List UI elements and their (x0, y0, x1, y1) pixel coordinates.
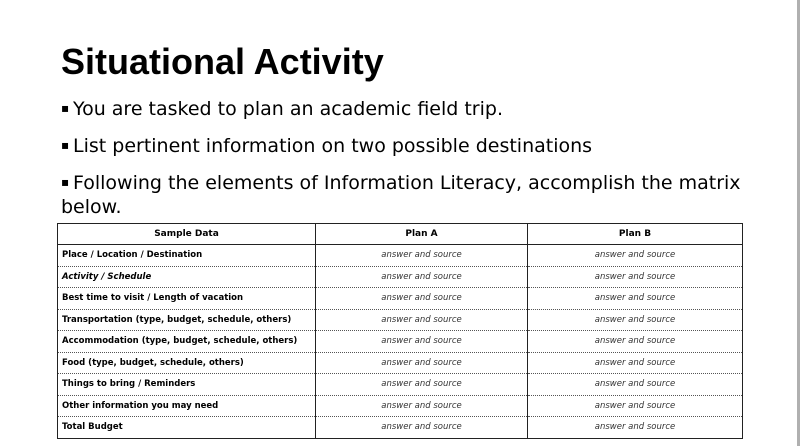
square-bullet-icon: ▪ (61, 101, 70, 115)
table-row (58, 266, 743, 288)
table-row (58, 331, 743, 353)
row-label: Total Budget (58, 417, 316, 439)
square-bullet-icon: ▪ (61, 175, 70, 189)
header-sample-data: Sample Data (58, 224, 316, 245)
plan-a-cell: answer and source (316, 417, 528, 439)
plan-b-cell: answer and source (528, 245, 743, 267)
table-row (58, 395, 743, 417)
row-label: Accommodation (type, budget, schedule, others) (58, 331, 316, 353)
plan-b-cell: answer and source (528, 395, 743, 417)
plan-a-cell: answer and source (316, 245, 528, 267)
table-row (58, 309, 743, 331)
plan-b-cell: answer and source (528, 266, 743, 288)
plan-a-cell: answer and source (316, 288, 528, 310)
plan-a-cell: answer and source (316, 266, 528, 288)
row-label: Place / Location / Destination (58, 245, 316, 267)
plan-b-cell: answer and source (528, 374, 743, 396)
square-bullet-icon: ▪ (61, 138, 70, 152)
plan-b-cell: answer and source (528, 309, 743, 331)
information-matrix-table (57, 223, 743, 439)
table-header-row (58, 224, 743, 245)
bullet-list (61, 96, 761, 219)
table-row (58, 288, 743, 310)
row-label: Things to bring / Reminders (58, 374, 316, 396)
row-label: Activity / Schedule (58, 266, 316, 288)
plan-b-cell: answer and source (528, 352, 743, 374)
plan-b-cell: answer and source (528, 288, 743, 310)
header-plan-a: Plan A (316, 224, 528, 245)
table-row (58, 374, 743, 396)
plan-a-cell: answer and source (316, 309, 528, 331)
plan-a-cell: answer and source (316, 374, 528, 396)
table-row (58, 417, 743, 439)
bullet-item (61, 170, 761, 219)
plan-b-cell: answer and source (528, 417, 743, 439)
plan-a-cell: answer and source (316, 395, 528, 417)
row-label: Other information you may need (58, 395, 316, 417)
bullet-item (61, 133, 761, 158)
row-label: Transportation (type, budget, schedule, others) (58, 309, 316, 331)
row-label: Food (type, budget, schedule, others) (58, 352, 316, 374)
plan-a-cell: answer and source (316, 331, 528, 353)
table-row (58, 352, 743, 374)
bullet-item (61, 96, 761, 121)
bullet-text: You are tasked to plan an academic field trip. (73, 98, 503, 120)
header-plan-b: Plan B (528, 224, 743, 245)
row-label: Best time to visit / Length of vacation (58, 288, 316, 310)
bullet-text: List pertinent information on two possible destinations (73, 135, 593, 157)
slide-title: Situational Activity (61, 41, 384, 82)
bullet-text: Following the elements of Information Literacy, accomplish the matrix below. (61, 172, 741, 218)
plan-a-cell: answer and source (316, 352, 528, 374)
plan-b-cell: answer and source (528, 331, 743, 353)
table-row (58, 245, 743, 267)
